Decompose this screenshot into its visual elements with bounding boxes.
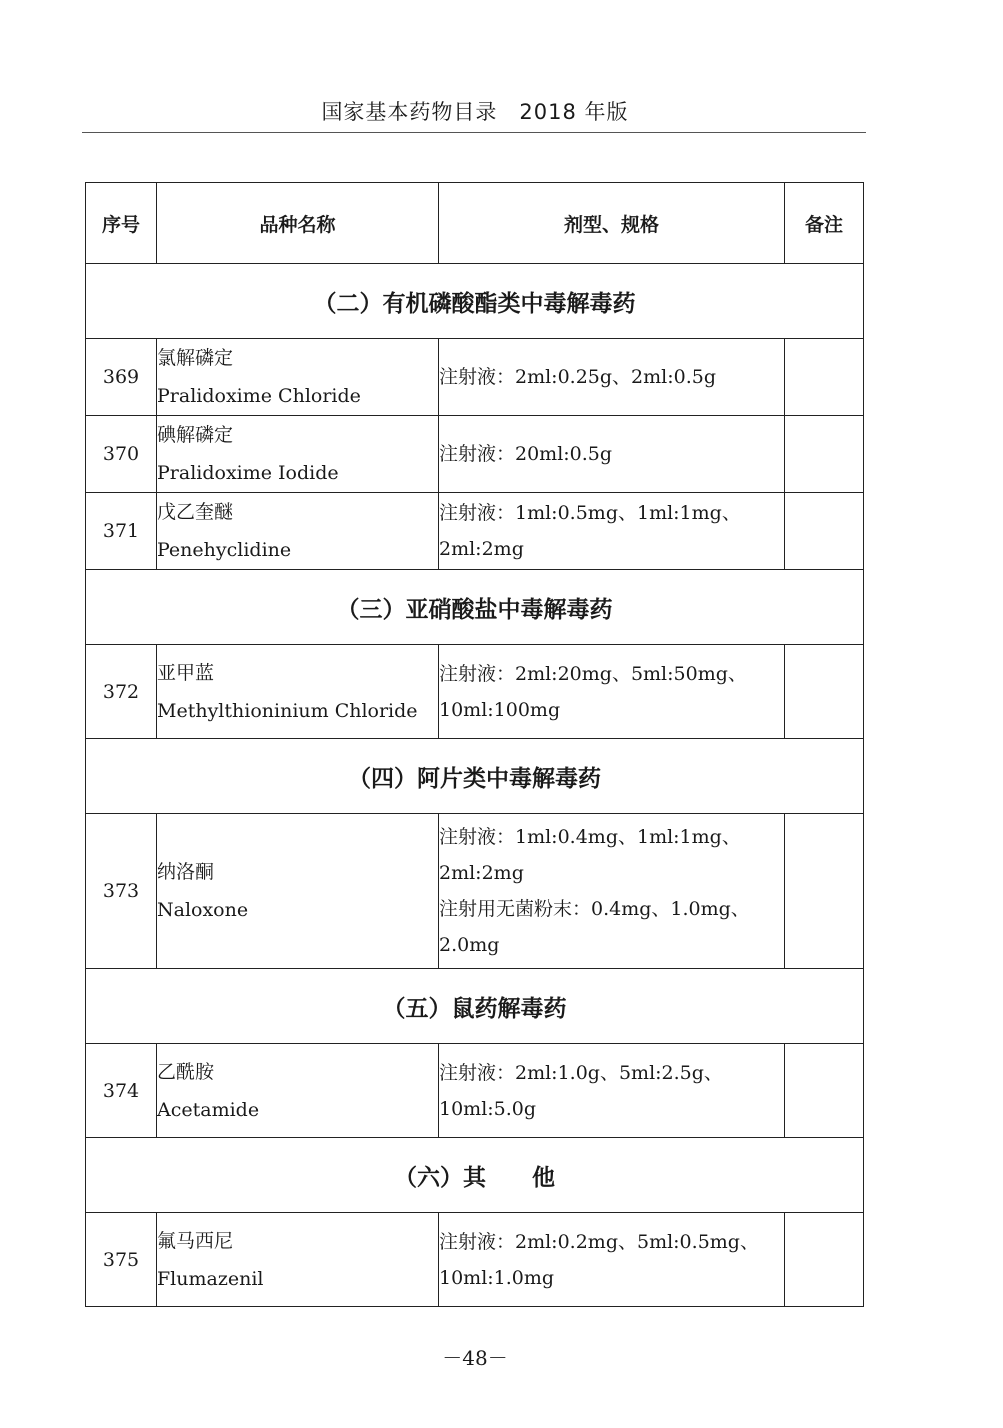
section-row <box>86 739 864 814</box>
drug-name-cn: 氟马西尼 <box>157 1229 234 1252</box>
spec-line: 注射液：2ml:0.2mg、5ml:0.5mg、 <box>439 1230 759 1253</box>
drug-name-cn: 乙酰胺 <box>157 1060 215 1083</box>
drug-name-cell <box>157 1044 439 1138</box>
note-cell <box>785 814 864 969</box>
column-header-spec: 剂型、规格 <box>439 183 785 264</box>
drug-name-cell <box>157 339 439 416</box>
drug-name-cell <box>157 416 439 493</box>
spec-cell <box>439 416 785 493</box>
table-row <box>86 1213 864 1307</box>
column-header-no: 序号 <box>86 183 157 264</box>
row-number: 373 <box>86 814 157 969</box>
spec-line: 注射用无菌粉末：0.4mg、1.0mg、 <box>439 898 750 920</box>
drug-catalog-table <box>85 182 864 1307</box>
spec-line: 2ml:2mg <box>439 538 524 560</box>
section-title: （四）阿片类中毒解毒药 <box>86 739 864 814</box>
spec-cell <box>439 1044 785 1138</box>
drug-name-cell <box>157 645 439 739</box>
spec-line: 2.0mg <box>439 934 500 956</box>
table-row <box>86 1044 864 1138</box>
note-cell <box>785 1044 864 1138</box>
note-cell <box>785 493 864 570</box>
row-number: 371 <box>86 493 157 570</box>
section-title: （三）亚硝酸盐中毒解毒药 <box>86 570 864 645</box>
table-row <box>86 339 864 416</box>
row-number: 374 <box>86 1044 157 1138</box>
spec-line: 注射液：2ml:0.25g、2ml:0.5g <box>439 366 717 388</box>
note-cell <box>785 416 864 493</box>
spec-line: 10ml:1.0mg <box>439 1266 555 1289</box>
drug-name-en: Pralidoxime Iodide <box>157 462 339 484</box>
drug-name-en: Acetamide <box>157 1098 260 1121</box>
column-header-note: 备注 <box>785 183 864 264</box>
row-number: 370 <box>86 416 157 493</box>
spec-line: 2ml:2mg <box>439 862 524 884</box>
drug-name-cn: 碘解磷定 <box>157 424 234 446</box>
table-row <box>86 416 864 493</box>
spec-cell <box>439 645 785 739</box>
drug-name-cn: 纳洛酮 <box>157 861 215 883</box>
section-title: （五）鼠药解毒药 <box>86 969 864 1044</box>
page-header-title: 国家基本药物目录 2018 年版 <box>321 100 629 124</box>
row-number: 369 <box>86 339 157 416</box>
section-row <box>86 570 864 645</box>
spec-line: 注射液：1ml:0.5mg、1ml:1mg、 <box>439 502 741 524</box>
row-number: 372 <box>86 645 157 739</box>
note-cell <box>785 339 864 416</box>
drug-name-en: Naloxone <box>157 899 249 921</box>
spec-line: 注射液：1ml:0.4mg、1ml:1mg、 <box>439 826 741 848</box>
spec-line: 10ml:100mg <box>439 698 561 721</box>
drug-name-cn: 亚甲蓝 <box>157 661 215 684</box>
section-title: （六）其 他 <box>86 1138 864 1213</box>
row-number: 375 <box>86 1213 157 1307</box>
drug-name-en: Pralidoxime Chloride <box>157 385 361 407</box>
spec-cell <box>439 493 785 570</box>
note-cell <box>785 645 864 739</box>
section-row <box>86 1138 864 1213</box>
spec-cell <box>439 339 785 416</box>
column-header-name: 品种名称 <box>157 183 439 264</box>
spec-line: 注射液：20ml:0.5g <box>439 443 613 465</box>
table-row <box>86 814 864 969</box>
drug-name-cell <box>157 493 439 570</box>
table-header-row <box>86 183 864 264</box>
section-row <box>86 264 864 339</box>
drug-name-en: Penehyclidine <box>157 539 292 561</box>
spec-line: 注射液：2ml:20mg、5ml:50mg、 <box>439 662 747 685</box>
section-row <box>86 969 864 1044</box>
spec-cell <box>439 814 785 969</box>
drug-name-en: Flumazenil <box>157 1267 264 1290</box>
table-row <box>86 493 864 570</box>
drug-name-cell <box>157 1213 439 1307</box>
spec-line: 注射液：2ml:1.0g、5ml:2.5g、 <box>439 1061 723 1084</box>
table-row <box>86 645 864 739</box>
note-cell <box>785 1213 864 1307</box>
header-divider <box>82 132 866 133</box>
spec-line: 10ml:5.0g <box>439 1097 537 1120</box>
drug-name-cn: 戊乙奎醚 <box>157 501 234 523</box>
drug-name-cn: 氯解磷定 <box>157 347 234 369</box>
page-number: －48－ <box>442 1346 508 1370</box>
drug-name-en: Methylthioninium Chloride <box>157 699 418 722</box>
section-title: （二）有机磷酸酯类中毒解毒药 <box>86 264 864 339</box>
spec-cell <box>439 1213 785 1307</box>
drug-name-cell <box>157 814 439 969</box>
